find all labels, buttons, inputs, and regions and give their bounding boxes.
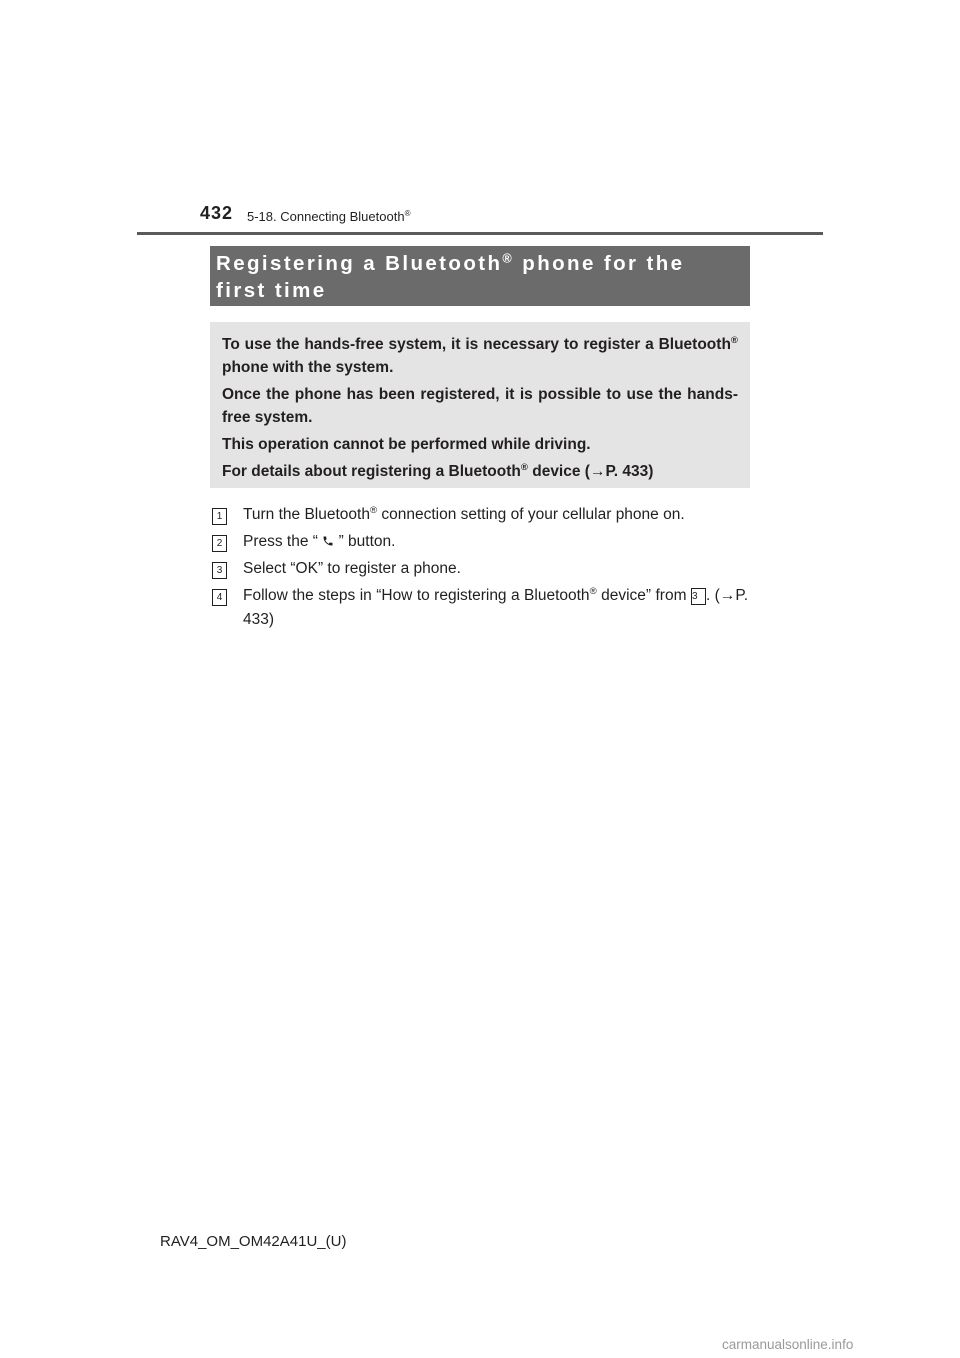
intro-paragraph-register: To use the hands-free system, it is necessary to register a Bluetooth® phone with the system.	[222, 335, 738, 376]
heading-band	[210, 246, 750, 306]
step-item	[212, 503, 748, 527]
intro-paragraph-registered: Once the phone has been registered, it is possible to use the hands-free system.	[222, 386, 738, 426]
step-item	[212, 584, 748, 632]
step-text: Follow the steps in “How to registering a Bluetooth® device” from 3 . (→P. 433)	[243, 586, 749, 628]
intro-paragraph-details: For details about registering a Bluetooth® device (→P. 433)	[222, 462, 654, 480]
watermark: carmanualsonline.info	[722, 1337, 854, 1352]
step-number-box: 1	[212, 508, 227, 525]
step-number-box: 3	[212, 562, 227, 579]
step-text: Press the “ ” button.	[243, 533, 396, 550]
step-number-box: 4	[212, 589, 227, 606]
header-divider	[137, 232, 823, 235]
arrow-icon: →	[719, 587, 736, 604]
manual-code: RAV4_OM_OM42A41U_(U)	[160, 1233, 347, 1250]
step-text: Select “OK” to register a phone.	[243, 560, 461, 577]
step-reference-box: 3	[691, 588, 706, 605]
step-item	[212, 557, 748, 581]
intro-paragraph-driving: This operation cannot be performed while driving.	[222, 436, 591, 453]
page-number: 432	[200, 203, 234, 223]
arrow-icon: →	[589, 463, 606, 480]
page-heading: Registering a Bluetooth® phone for the first time	[216, 250, 685, 302]
step-number-box: 2	[212, 535, 227, 552]
step-text: Turn the Bluetooth® connection setting of your cellular phone on.	[243, 505, 685, 523]
steps-list	[212, 503, 748, 635]
section-title: 5-18. Connecting Bluetooth®	[247, 209, 411, 224]
step-item	[212, 530, 748, 554]
intro-box	[210, 322, 750, 488]
phone-icon	[322, 535, 334, 547]
